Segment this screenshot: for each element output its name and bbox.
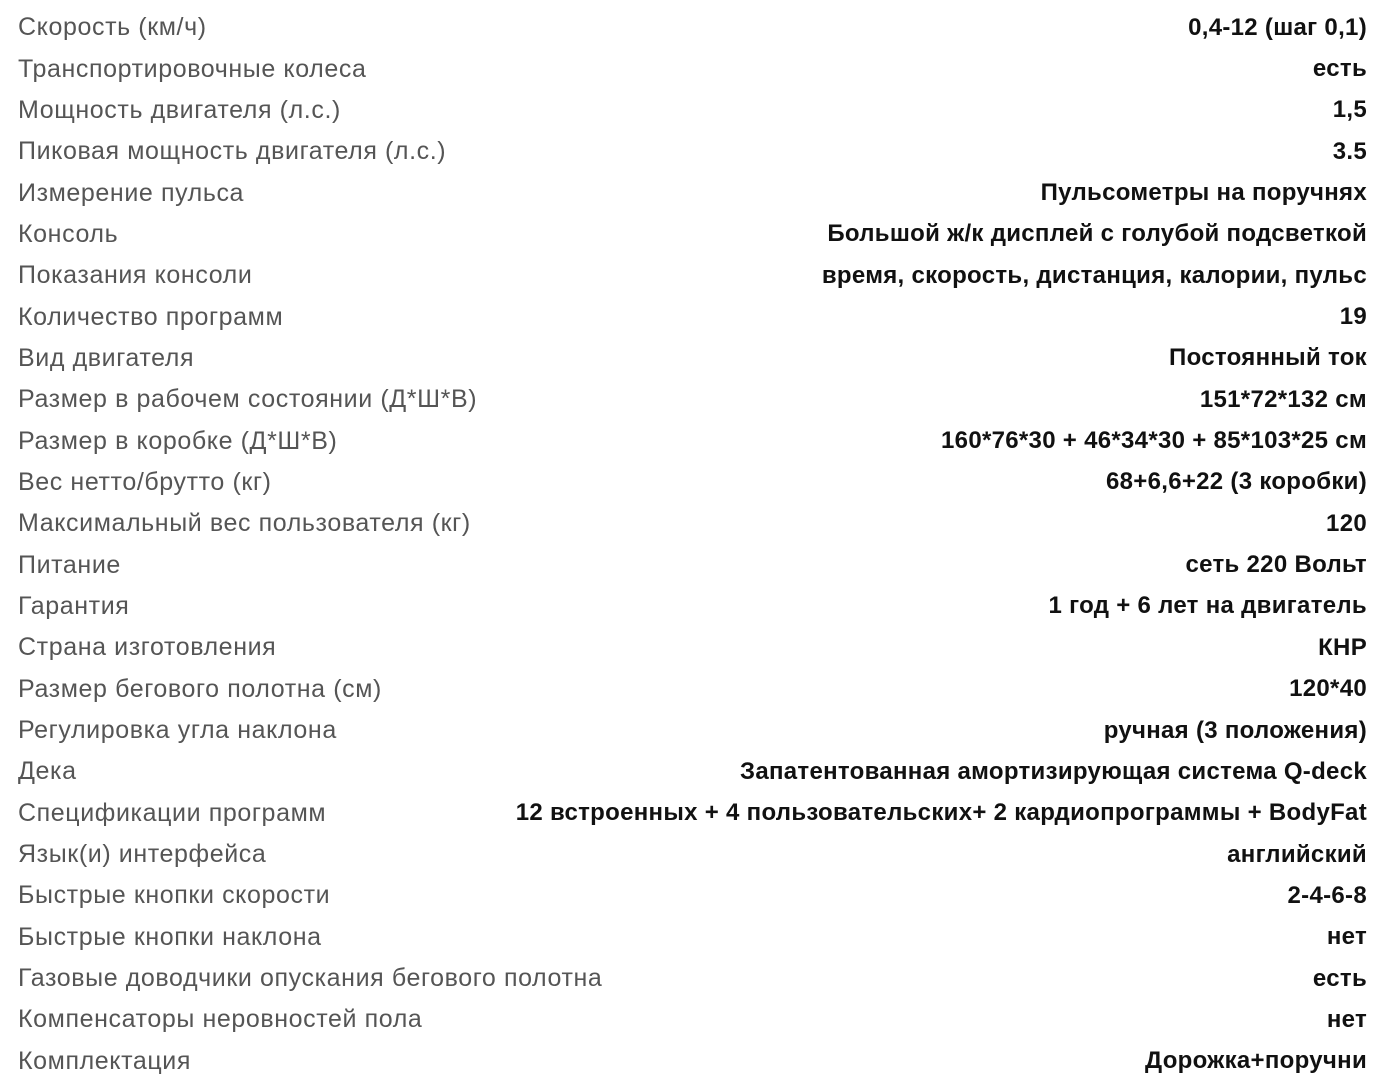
spec-value: нет: [1326, 1005, 1367, 1033]
spec-row-weight: [18, 462, 1367, 503]
spec-label: Дека: [18, 757, 77, 786]
spec-value: Постоянный ток: [1169, 344, 1367, 372]
spec-value: 2-4-6-8: [1287, 881, 1367, 909]
spec-row-program-specs: [18, 793, 1367, 834]
spec-value: 0,4-12 (шаг 0,1): [1188, 13, 1367, 41]
spec-label: Консоль: [18, 219, 119, 248]
spec-value: время, скорость, дистанция, калории, пульс: [821, 261, 1367, 289]
spec-label: Питание: [18, 550, 121, 579]
spec-label: Транспортировочные колеса: [18, 54, 367, 83]
spec-value: 19: [1339, 303, 1367, 331]
spec-label: Страна изготовления: [18, 633, 277, 662]
spec-value: есть: [1312, 964, 1367, 992]
spec-label: Скорость (км/ч): [18, 13, 207, 42]
spec-row-country: [18, 627, 1367, 668]
spec-row-console: [18, 214, 1367, 255]
spec-label: Вес нетто/брутто (кг): [18, 467, 272, 496]
spec-value: 151*72*132 см: [1199, 385, 1367, 413]
spec-value: Пульсометры на поручнях: [1040, 179, 1367, 207]
spec-row-speed-buttons: [18, 875, 1367, 916]
spec-row-interface-language: [18, 834, 1367, 875]
spec-value: нет: [1326, 923, 1367, 951]
spec-label: Быстрые кнопки скорости: [18, 881, 331, 910]
spec-label: Вид двигателя: [18, 343, 195, 372]
spec-value: Дорожка+поручни: [1145, 1047, 1367, 1075]
spec-label: Пиковая мощность двигателя (л.с.): [18, 137, 447, 166]
spec-label: Мощность двигателя (л.с.): [18, 95, 341, 124]
spec-label: Комплектация: [18, 1046, 191, 1075]
spec-label: Быстрые кнопки наклона: [18, 922, 322, 951]
spec-row-box-size: [18, 420, 1367, 461]
spec-value: КНР: [1318, 633, 1367, 661]
spec-label: Количество программ: [18, 302, 284, 331]
spec-label: Спецификации программ: [18, 798, 327, 827]
spec-row-speed: [18, 7, 1367, 48]
spec-value: 160*76*30 + 46*34*30 + 85*103*25 см: [941, 427, 1367, 455]
spec-row-program-count: [18, 296, 1367, 337]
spec-row-incline: [18, 710, 1367, 751]
spec-row-floor-compensators: [18, 999, 1367, 1040]
spec-value: 120*40: [1289, 675, 1367, 703]
spec-row-console-readings: [18, 255, 1367, 296]
spec-label: Измерение пульса: [18, 178, 245, 207]
spec-row-warranty: [18, 586, 1367, 627]
spec-value: ручная (3 положения): [1103, 716, 1367, 744]
spec-row-package: [18, 1041, 1367, 1082]
spec-label: Гарантия: [18, 591, 130, 620]
spec-row-belt-size: [18, 669, 1367, 710]
spec-row-motor-type: [18, 338, 1367, 379]
spec-label: Размер в коробке (Д*Ш*В): [18, 426, 338, 455]
spec-value: 1 год + 6 лет на двигатель: [1048, 592, 1367, 620]
spec-value: 3.5: [1332, 137, 1367, 165]
spec-row-incline-buttons: [18, 917, 1367, 958]
spec-value: английский: [1227, 840, 1367, 868]
spec-value: Большой ж/к дисплей с голубой подсветкой: [827, 220, 1367, 248]
spec-value: 120: [1326, 509, 1367, 537]
spec-label: Регулировка угла наклона: [18, 716, 337, 745]
spec-row-peak-power: [18, 131, 1367, 172]
spec-row-gas-shocks: [18, 958, 1367, 999]
spec-row-transport-wheels: [18, 48, 1367, 89]
spec-value: 12 встроенных + 4 пользовательских+ 2 кардиопрограммы + BodyFat: [515, 799, 1367, 827]
spec-value: сеть 220 Вольт: [1185, 551, 1367, 579]
spec-value: 68+6,6+22 (3 коробки): [1105, 468, 1367, 496]
spec-value: есть: [1312, 55, 1367, 83]
spec-label: Показания консоли: [18, 261, 253, 290]
spec-label: Компенсаторы неровностей пола: [18, 1005, 423, 1034]
spec-row-power-supply: [18, 544, 1367, 585]
spec-row-deck: [18, 751, 1367, 792]
spec-value: Запатентованная амортизирующая система Q-deck: [740, 757, 1367, 785]
spec-row-pulse: [18, 172, 1367, 213]
spec-value: 1,5: [1332, 96, 1367, 124]
spec-label: Размер в рабочем состоянии (Д*Ш*В): [18, 385, 478, 414]
spec-label: Газовые доводчики опускания бегового полотна: [18, 964, 603, 993]
spec-row-motor-power: [18, 90, 1367, 131]
spec-row-working-size: [18, 379, 1367, 420]
spec-table: [18, 7, 1367, 1082]
spec-row-max-user-weight: [18, 503, 1367, 544]
spec-label: Размер бегового полотна (см): [18, 674, 382, 703]
spec-label: Язык(и) интерфейса: [18, 840, 267, 869]
spec-label: Максимальный вес пользователя (кг): [18, 509, 471, 538]
